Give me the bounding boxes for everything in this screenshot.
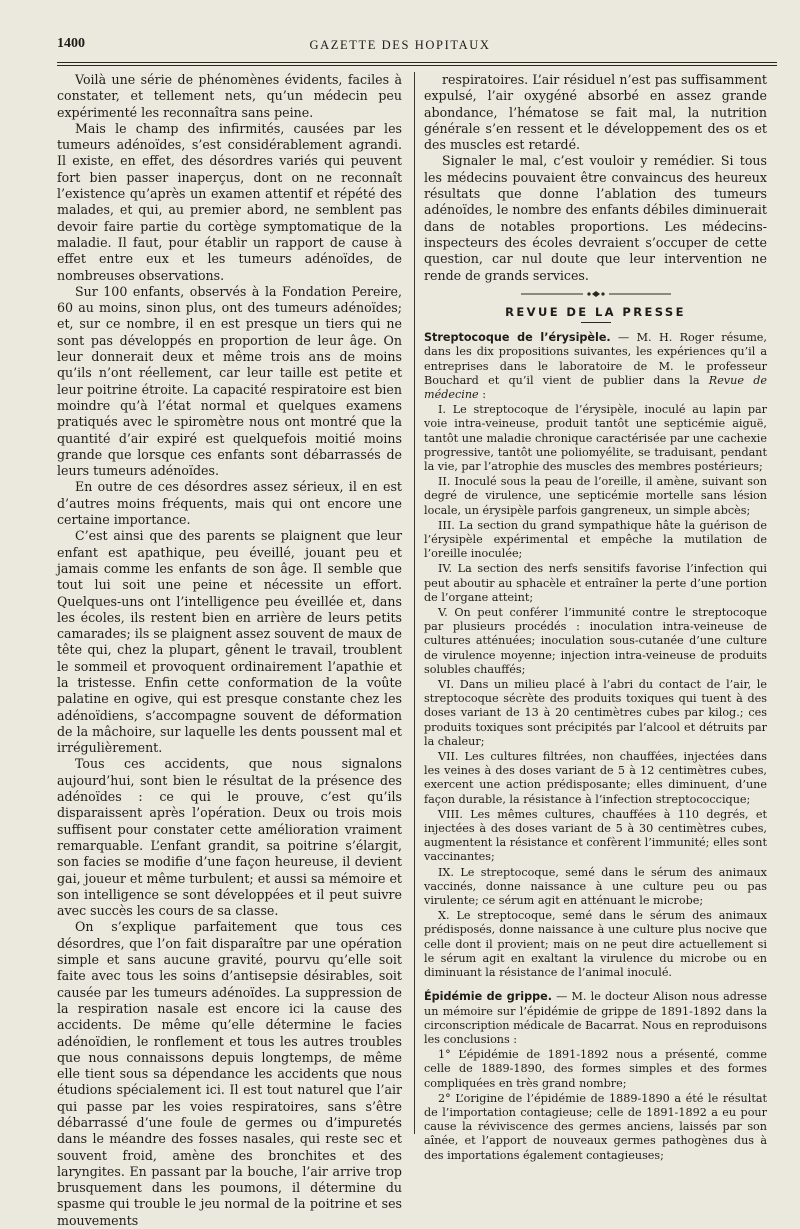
paragraph: On s’explique parfaitement que tous ces désordres, que l’on fait disparaître par une opération simple et sans aucune gravité, pourvu qu’elle soit faite avec tous les soins d’antisepsie désirables, soit causée par les tumeurs adénoïdes. La suppression de la respiration nasale est encore ici la cause des accidents. De même qu’elle détermine le facies adénoïdien, le ronflement et tous les autres troubles que nous connaissons depuis longtemps, de même elle tient sous sa dépendance les accidents que nous étudions spécialement ici. Il est tout naturel que l’air qui passe par les voies respiratoires, sans s’être débarrassé d’une foule de germes ou d’impuretés dans le méandre des fosses nasales, qui reste sec et souvent froid, amène des bronchites et des laryngites. En passant par la bouche, l’air arrive trop brusquement dans les poumons, il détermine du spasme qui trouble le jeu normal de la poitrine et ses mouvements — [57, 919, 402, 1228]
running-head: GAZETTE DES HOPITAUX — [309, 38, 491, 52]
list-item: 2° L’origine de l’épidémie de 1889-1890 a été le résultat de l’importation contagieuse; celle de 1891-1892 a eu pour cause la réviviscence des germes anciens, laissés par son aînée, et l’apport de nouveaux germes pathogènes dus à des importations également contagieuses; — [424, 1091, 767, 1162]
list-item: X. Le streptocoque, semé dans le sérum des animaux prédisposés, donne naissance à une culture plus nocive que celle dont il provient; mais on ne peut dire actuellement si le sérum agit en exaltant la virulence du microbe ou en diminuant la résistance de l’animal inoculé. — [424, 909, 767, 980]
list-item: VIII. Les mêmes cultures, chauffées à 110 degrés, et injectées à des doses variant de 5 à 30 centimètres cubes, augmentent la résistance et confèrent l’immunité; elles sont vaccinantes; — [424, 807, 767, 864]
paragraph: Signaler le mal, c’est vouloir y remédier. Si tous les médecins pouvaient être convaincus des heureux résultats que donne l’ablation des tumeurs adénoïdes, le nombre des enfants débiles diminuerait dans de notables proportions. Les médecins-inspecteurs des écoles devraient s’occuper de cette question, car nul doute que leur intervention ne rende de grands services. — [424, 153, 767, 283]
ornamental-divider — [521, 290, 671, 298]
paragraph: Tous ces accidents, que nous signalons aujourd’hui, sont bien le résultat de la présence des adénoïdes : ce qui le prouve, c’est qu’ils disparaissent après l’opération. Deux ou trois mois suffisent pour constater cette amélioration vraiment remarquable. L’enfant grandit, sa poitrine s’élargit, son facies se modifie d’une façon heureuse, il devient gai, joueur et même turbulent; et aussi sa mémoire et son intelligence se sont développées et il peut suivre avec succès les cours de sa classe. — [57, 756, 402, 919]
column-divider — [414, 72, 415, 1134]
paragraph: En outre de ces désordres assez sérieux, il en est d’autres moins fréquents, mais qui ont encore une certaine importance. — [57, 479, 402, 528]
press-review — [424, 331, 767, 1163]
list-item: IV. La section des nerfs sensitifs favorise l’infection qui peut aboutir au sphacèle et entraîner la perte d’une portion de l’organe atteint; — [424, 562, 767, 604]
spacer — [424, 981, 767, 990]
left-column — [57, 72, 402, 1228]
article-lead: Streptocoque de l’érysipèle. — [424, 331, 611, 345]
list-item: 1° L’épidémie de 1891-1892 nous a présenté, comme celle de 1889-1890, des formes simples et des formes compliquées en très grand nombre; — [424, 1048, 767, 1090]
list-item: I. Le streptocoque de l’érysipèle, inoculé au lapin par voie intra-veineuse, produit tantôt une septicémie aiguë, tantôt une maladie chronique caractérisée par une cachexie progressive, tantôt une poliomyélite, se traduisant, pendant la vie, par l’atrophie des muscles des membres postérieurs; — [424, 403, 767, 473]
list-item: IX. Le streptocoque, semé dans le sérum des animaux vaccinés, donne naissance à une culture peu ou pas virulente; ce sérum agit en atténuant le microbe; — [424, 865, 767, 908]
list-item: VI. Dans un milieu placé à l’abri du contact de l’air, le streptocoque sécrète des produits toxiques qui tuent à des doses variant de 13 à 20 centimètres cubes par kilog.; ces produits toxiques sont précipités par l’alcool et détruits par la chaleur; — [424, 678, 767, 748]
journal-title: Revue de médecine — [424, 373, 767, 401]
article-intro-text: — M. H. Roger résume, dans les dix propositions suivantes, les expériences qu’il a entreprises dans le laboratoire de M. le professeur Bouchard et qu’il vient de publier dans la — [424, 331, 767, 387]
article-intro — [424, 331, 767, 402]
article-intro-text: — M. le docteur Alison nous adresse un mémoire sur l’épidémie de grippe de 1891-1892 dans la circonscription médicale de Bacarrat. Nous en reproduisons les conclusions : — [424, 990, 767, 1046]
article-intro-end: : — [478, 387, 487, 401]
list-item: II. Inoculé sous la peau de l’oreille, il amène, suivant son degré de virulence, une septicémie mortelle sans lésion locale, un érysipèle parfois gangreneux, un simple abcès; — [424, 475, 767, 517]
paragraph: Mais le champ des infirmités, causées par les tumeurs adénoïdes, s’est considérablement agrandi. Il existe, en effet, des désordres variés qui peuvent fort bien passer inaperçus, dont on ne reconnaît l’existence qu’après un examen attentif et répété des malades, et qui, au premier abord, ne semblent pas devoir faire partie du cortège symptomatique de la maladie. Il faut, pour établir un rapport de cause à effet entre eux et les tumeurs adénoïdes, de nombreuses observations. — [57, 120, 402, 283]
right-column — [424, 72, 767, 1162]
paragraph: Sur 100 enfants, observés à la Fondation Pereire, 60 au moins, sinon plus, ont des tumeurs adénoïdes; et, sur ce nombre, il en est presque un tiers qui ne sont pas développés en proportion de leur âge. On leur donnerait deux et même trois ans de moins qu’ils n’ont réellement, car leur taille est petite et leur poitrine étroite. La capacité respiratoire est bien moindre qu’à l’état normal et quelques examens pratiqués avec le spiromètre nous ont montré que la quantité d’air expiré est quelquefois moitié moins grande que lorsque ces enfants sont débarrassés de leurs tumeurs adénoïdes. — [57, 283, 402, 479]
section-title: REVUE DE LA PRESSE — [505, 304, 686, 319]
section-rule — [581, 322, 611, 323]
paragraph: respiratoires. L’air résiduel n’est pas suffisamment expulsé, l’air oxygéné absorbé en assez grande abondance, l’hématose se fait mal, la nutrition générale s’en ressent et le développement des os et des muscles est retardé. — [424, 72, 767, 153]
header-rule-thin — [57, 65, 777, 66]
page-number: 1400 — [57, 36, 85, 51]
header-rule — [57, 62, 777, 63]
list-item: III. La section du grand sympathique hâte la guérison de l’érysipèle expérimental et empêche la mutilation de l’oreille inoculée; — [424, 518, 767, 561]
article-lead: Épidémie de grippe. — [424, 990, 552, 1004]
list-item: VII. Les cultures filtrées, non chauffées, injectées dans les veines à des doses variant de 5 à 12 centimètres cubes, exercent une action prédisposante; elles diminuent, d’une façon durable, la résistance à l’infection streptococcique; — [424, 750, 767, 806]
list-item: V. On peut conférer l’immunité contre le streptocoque par plusieurs procédés : inoculation intra-veineuse de cultures atténuées; inoculation sous-cutanée d’une culture de virulence moyenne; injection intra-veineuse de produits solubles chauffés; — [424, 606, 767, 676]
paragraph: Voilà une série de phénomènes évidents, faciles à constater, et tellement nets, qu’un médecin peu expérimenté les reconnaîtra sans peine. — [57, 72, 402, 120]
article-intro — [424, 990, 767, 1047]
paragraph: C’est ainsi que des parents se plaignent que leur enfant est apathique, peu éveillé, jouant peu et jamais comme les enfants de son âge. Il semble que tout lui soit une peine et nécessite un effort. Quelques-uns ont l’intelligence peu éveillée et, dans les écoles, ils restent bien en arrière de leurs petits camarades; ils se plaignent assez souvent de maux de tête qui, chez la plupart, gênent le travail, troublent le sommeil et provoquent ordinairement l’apathie et la tristesse. Enfin cette conformation de la voûte palatine en ogive, qui est presque constante chez les adénoïdiens, s’accompagne souvent de déformation de la mâchoire, sur laquelle les dents poussent mal et irrégulièrement. — [57, 528, 402, 756]
